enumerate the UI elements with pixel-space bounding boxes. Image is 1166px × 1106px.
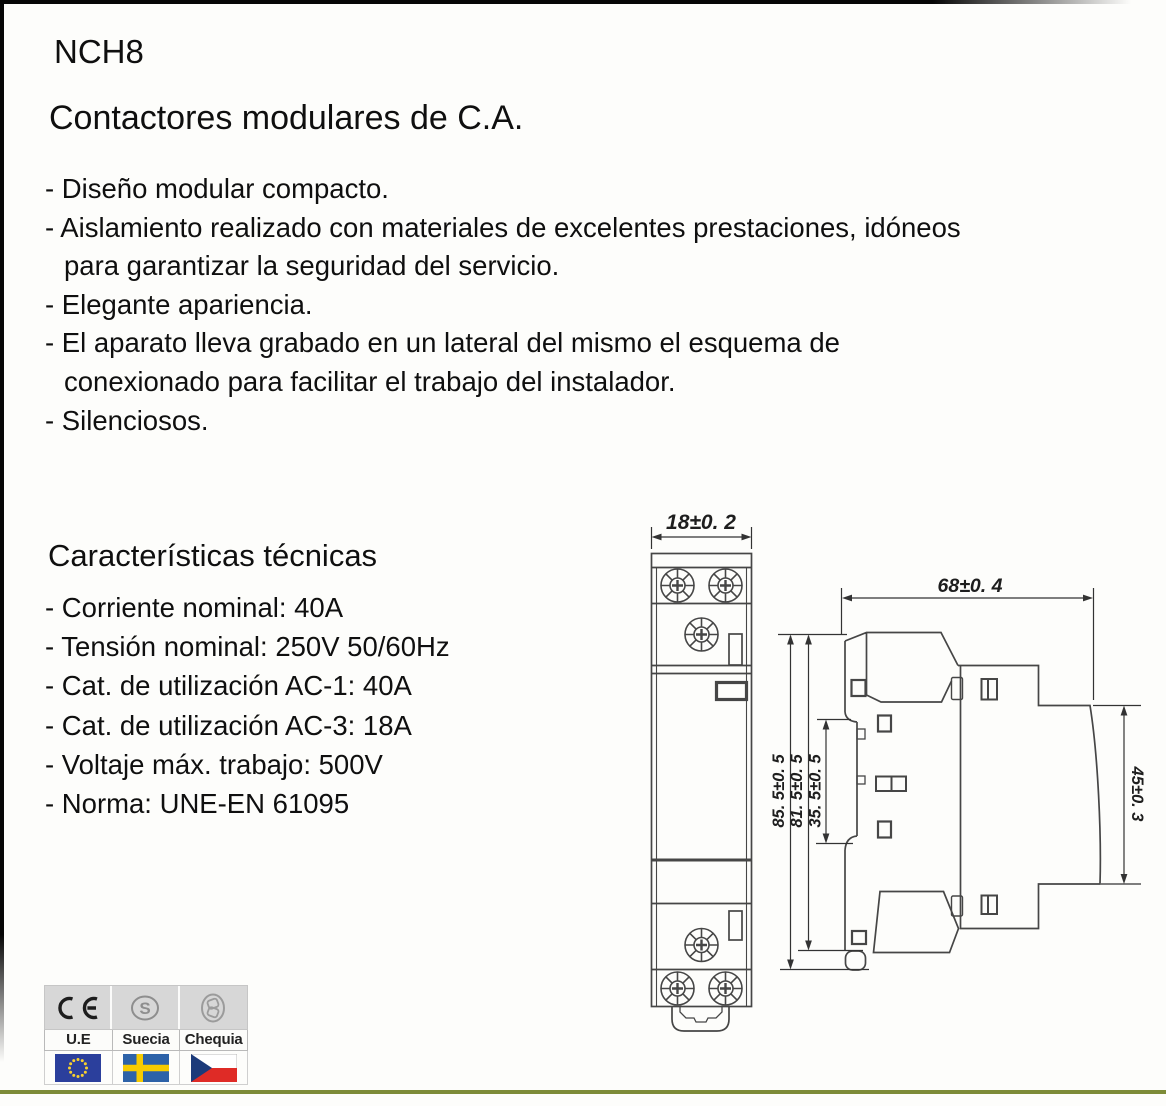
svg-text:S: S xyxy=(139,998,151,1018)
terminal-screw xyxy=(685,929,718,962)
front-view xyxy=(652,554,752,1032)
product-code: NCH8 xyxy=(54,33,144,70)
side-depth-dimension xyxy=(842,588,1094,700)
spec-line: - Corriente nominal: 40A xyxy=(45,592,344,623)
feature-line: - Elegante apariencia. xyxy=(45,288,313,320)
spec-line: - Norma: UNE-EN 61095 xyxy=(45,788,350,820)
height-inner-label: 81. 5±0. 5 xyxy=(788,754,806,828)
page-top-border xyxy=(0,0,1166,4)
feature-line: - El aparato lleva grabado en un lateral del mismo el esquema de xyxy=(45,327,840,359)
ce-mark xyxy=(45,986,112,1029)
page-left-border xyxy=(0,0,4,1062)
feature-list xyxy=(45,170,961,440)
indicator-window xyxy=(717,683,747,700)
certification-table xyxy=(44,985,248,1085)
section-title: Características técnicas xyxy=(48,538,378,573)
certification-marks-row xyxy=(44,985,248,1030)
spec-line: - Tensión nominal: 250V 50/60Hz xyxy=(45,631,450,663)
semko-s-mark xyxy=(112,986,179,1029)
czech-flag xyxy=(180,1051,248,1085)
front-slot-bottom xyxy=(729,911,742,940)
side-depth-label: 68±0. 4 xyxy=(937,575,1003,597)
certification-flags-row xyxy=(44,1051,248,1085)
certification-labels-row xyxy=(44,1030,248,1051)
feature-line: - Silenciosos. xyxy=(45,404,209,436)
terminal-screw xyxy=(709,569,742,602)
technical-drawing xyxy=(630,500,1166,1056)
eu-flag xyxy=(45,1051,113,1085)
height-outer-label: 85. 5±0. 5 xyxy=(770,754,788,828)
spec-line: - Cat. de utilización AC-3: 18A xyxy=(45,709,412,741)
din-foot xyxy=(846,951,866,970)
terminal-screw xyxy=(685,618,718,651)
spec-list xyxy=(45,588,450,823)
front-width-label: 18±0. 2 xyxy=(666,511,736,534)
footer-accent-line xyxy=(0,1090,1166,1094)
front-slot-top xyxy=(729,634,742,665)
region-label-eu: U.E xyxy=(45,1030,113,1051)
terminal-screw xyxy=(709,972,742,1005)
feature-line-continuation: conexionado para facilitar el trabajo del instalador. xyxy=(64,365,676,397)
esc-mark xyxy=(180,986,247,1029)
sweden-flag xyxy=(113,1051,181,1085)
terminal-screw xyxy=(661,569,694,602)
feature-line-continuation: para garantizar la seguridad del servicio. xyxy=(64,250,560,282)
depth-right-label: 45±0. 3 xyxy=(1128,766,1146,822)
side-view xyxy=(845,633,1100,971)
region-label-sweden: Suecia xyxy=(113,1030,181,1051)
spec-line: - Voltaje máx. trabajo: 500V xyxy=(45,748,383,780)
page-title: Contactores modulares de C.A. xyxy=(49,99,524,137)
height-rail-label: 35. 5±0. 5 xyxy=(806,754,825,828)
region-label-czech: Chequia xyxy=(180,1030,248,1051)
terminal-screw xyxy=(661,972,694,1005)
feature-line: - Diseño modular compacto. xyxy=(45,173,389,204)
feature-line: - Aislamiento realizado con materiales de excelentes prestaciones, idóneos xyxy=(45,211,961,243)
spec-line: - Cat. de utilización AC-1: 40A xyxy=(45,670,412,702)
